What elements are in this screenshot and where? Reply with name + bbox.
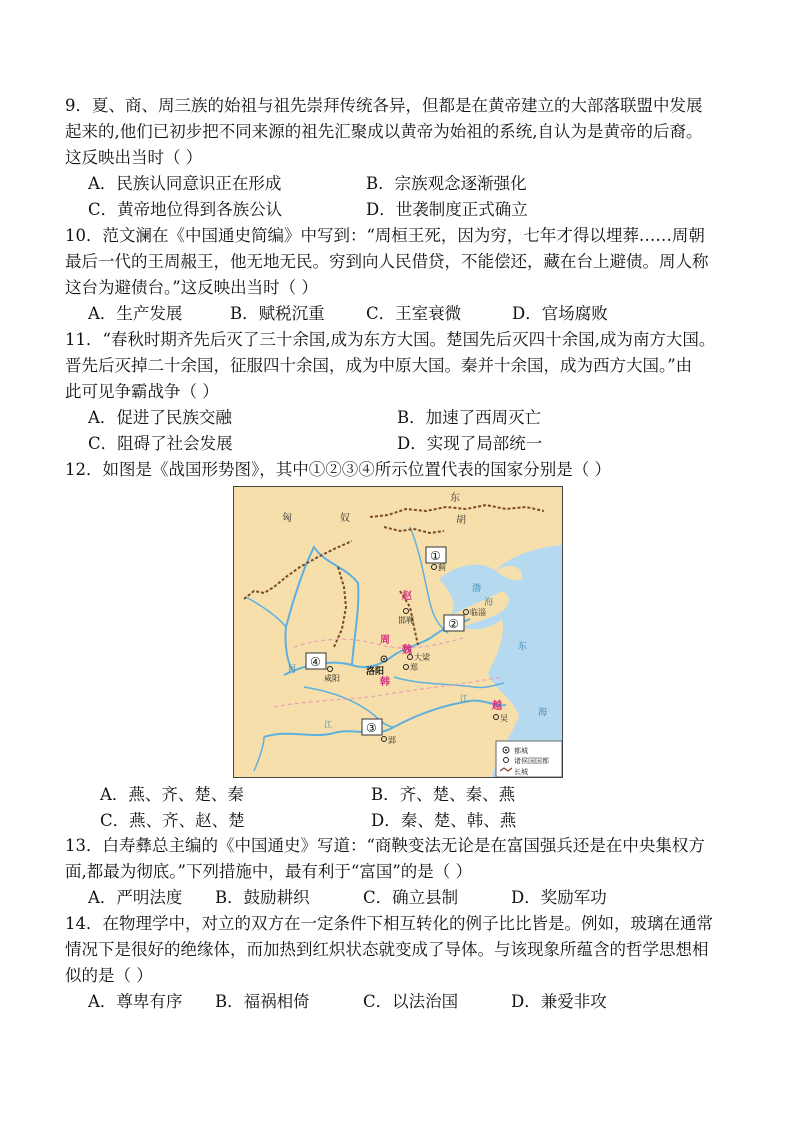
options-row (65, 431, 737, 457)
label-donghu-1: 东 (450, 493, 460, 504)
map-svg (234, 487, 562, 777)
option-b[interactable]: B．赋税沉重 (230, 304, 325, 323)
options-row (65, 989, 737, 1015)
label-han: 韩 (380, 677, 390, 688)
question-stem-line: 最后一代的王周赧王，他无地无民。穷到向人民借贷，不能偿还，藏在台上避债。周人称 (65, 252, 709, 271)
legend-great-wall: 长城 (514, 768, 528, 776)
options-row (65, 171, 737, 197)
marker-1: ① (430, 549, 441, 563)
question-stem-line: 9．夏、商、周三族的始祖与祖先崇拜传统各异，但都是在黄帝建立的大部落联盟中发展 (65, 96, 703, 115)
question-14 (65, 911, 737, 1015)
option-c[interactable]: C．阻碍了社会发展 (88, 434, 233, 453)
label-zheng: 郑 (410, 663, 418, 672)
label-river-he: 河 (288, 664, 296, 673)
options-row (65, 197, 737, 223)
options-row (65, 781, 737, 807)
label-xianyang: 咸阳 (324, 674, 340, 683)
question-stem-line: 14．在物理学中，对立的双方在一定条件下相互转化的例子比比皆是。例如，玻璃在通常 (65, 914, 713, 933)
label-bohai-2: 海 (484, 598, 494, 608)
question-10 (65, 223, 737, 327)
label-donghu-2: 胡 (456, 515, 466, 526)
label-ying: 郢 (388, 736, 396, 745)
option-b[interactable]: B．福祸相倚 (215, 992, 310, 1011)
legend-capital: 都城 (514, 747, 528, 755)
question-stem-line: 12．如图是《战国形势图》，其中①②③④所示位置代表的国家分别是（ ） (65, 460, 611, 479)
label-bohai-1: 渤 (472, 584, 482, 594)
label-ji: 蓟 (438, 563, 446, 572)
option-b[interactable]: B．齐、楚、秦、燕 (371, 785, 516, 804)
legend-state-capital: 诸侯国国都 (514, 757, 549, 765)
question-stem-line: 情况下是很好的绝缘体，而加热到红炽状态就变成了导体。与该现象所蕴含的哲学思想相 (65, 940, 709, 959)
option-a[interactable]: A．促进了民族交融 (88, 408, 232, 427)
option-d[interactable]: D．实现了局部统一 (397, 434, 543, 453)
question-9 (65, 93, 737, 223)
label-zhao: 赵 (402, 591, 412, 602)
options-row (65, 885, 737, 911)
label-river-jiang: 江 (324, 720, 332, 729)
label-wei: 魏 (402, 645, 412, 656)
option-a[interactable]: A．尊卑有序 (88, 992, 183, 1011)
question-11 (65, 327, 737, 457)
marker-4: ④ (310, 655, 321, 669)
label-yue: 越 (492, 701, 502, 712)
question-12 (65, 457, 737, 483)
legend-capital-symbol-center (505, 749, 507, 751)
option-d[interactable]: D．世袭制度正式确立 (366, 200, 528, 219)
options-row (65, 405, 737, 431)
option-d[interactable]: D．官场腐败 (512, 304, 608, 323)
option-c[interactable]: C．确立县制 (363, 888, 459, 907)
label-daliang: 大梁 (414, 653, 430, 662)
question-stem-line: 面,都最为彻底。”下列措施中，最有利于“富国”的是（ ） (65, 862, 473, 881)
question-stem-line: 晋先后灭掉二十余国，征服四十余国，成为中原大国。秦并十余国，成为西方大国。”由 (65, 356, 693, 375)
label-handan: 邯郸 (398, 616, 414, 625)
option-c[interactable]: C．王室衰微 (366, 304, 462, 323)
label-linzi: 临淄 (470, 608, 486, 617)
question-13 (65, 833, 737, 911)
question-stem-line: 10．范文澜在《中国通史简编》中写到：“周桓王死，因为穷，七年才得以埋葬……周朝 (65, 226, 705, 245)
option-b[interactable]: B．鼓励耕织 (215, 888, 310, 907)
question-stem-line: 这反映出当时（ ） (65, 148, 203, 167)
option-d[interactable]: D．奖励军功 (511, 888, 607, 907)
label-xiongnu-2: 奴 (340, 513, 350, 524)
label-wu: 吴 (500, 714, 508, 723)
option-a[interactable]: A．燕、齐、楚、秦 (100, 785, 244, 804)
question-stem-line: 此可见争霸战争（ ） (65, 382, 219, 401)
option-d[interactable]: D．兼爱非攻 (511, 992, 607, 1011)
option-a[interactable]: A．严明法度 (88, 888, 183, 907)
question-12-options (65, 781, 737, 833)
options-row (65, 807, 737, 833)
label-xiongnu-1: 匈 (282, 513, 292, 524)
option-b[interactable]: B．宗族观念逐渐强化 (366, 174, 527, 193)
options-row (65, 301, 737, 327)
question-stem-line: 似的是（ ） (65, 966, 153, 985)
question-stem-line: 13．白寿彝总主编的《中国通史》写道：“商鞅变法无论是在富国强兵还是在中央集权方 (65, 836, 705, 855)
label-east-sea-2: 海 (538, 708, 548, 718)
label-luoyang: 洛阳 (366, 667, 385, 677)
question-stem-line: 起来的,他们已初步把不同来源的祖先汇聚成以黄帝为始祖的系统,自认为是黄帝的后裔。 (65, 122, 703, 141)
option-c[interactable]: C．黄帝地位得到各族公认 (88, 200, 283, 219)
option-c[interactable]: C．以法治国 (363, 992, 459, 1011)
option-a[interactable]: A．民族认同意识正在形成 (88, 174, 282, 193)
question-stem-line: 11．“春秋时期齐先后灭了三十余国,成为东方大国。楚国先后灭四十余国,成为南方大国。 (65, 330, 716, 349)
marker-2: ② (448, 617, 459, 631)
label-zhou: 周 (380, 635, 390, 646)
label-river-jiang-2: 江 (460, 694, 468, 703)
warring-states-map (233, 486, 563, 778)
option-c[interactable]: C．燕、齐、赵、楚 (100, 811, 245, 830)
question-stem-line: 这台为避债台。”这反映出当时（ ） (65, 278, 318, 297)
marker-3: ③ (366, 721, 377, 735)
label-east-sea-1: 东 (518, 642, 528, 652)
option-d[interactable]: D．秦、楚、韩、燕 (371, 811, 517, 830)
option-b[interactable]: B．加速了西周灭亡 (397, 408, 542, 427)
capital-dot-center (383, 658, 385, 660)
option-a[interactable]: A．生产发展 (88, 304, 183, 323)
